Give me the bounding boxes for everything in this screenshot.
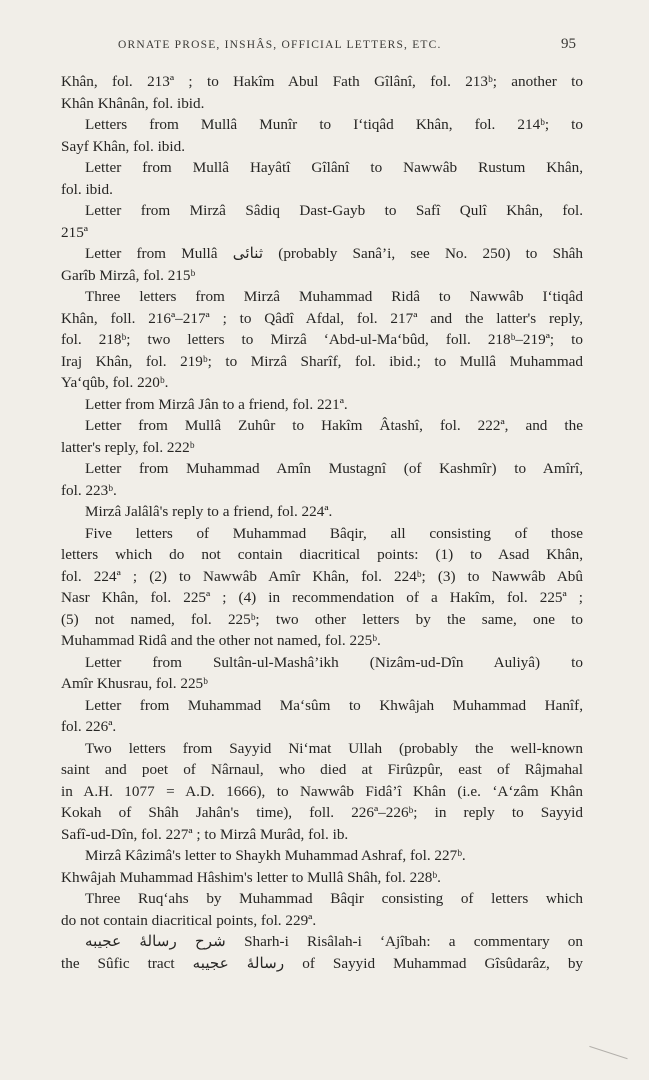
- text-line: Three letters from Mirzâ Muhammad Ridâ to Nawwâb I‘tiqâd: [85, 288, 583, 305]
- text-line: Ya‘qûb, fol. 220ᵇ.: [61, 374, 169, 391]
- text-line: Letter from Mullâ Zuhûr to Hakîm Âtashî, fol. 222ª, and the: [85, 417, 583, 434]
- text-line: Khân, fol. 213ª ; to Hakîm Abul Fath Gîlânî, fol. 213ᵇ; another to: [61, 73, 583, 90]
- text-line: Nasr Khân, fol. 225ª ; (4) in recommendation of a Hakîm, fol. 225ª ;: [61, 589, 583, 606]
- text-line: Letter from Mirzâ Jân to a friend, fol. 221ª.: [85, 395, 348, 413]
- text-line: fol. 223ᵇ.: [61, 481, 117, 499]
- text-line: Iraj Khân, fol. 219ᵇ; to Mirzâ Sharîf, fol. ibid.; to Mullâ Muhammad: [61, 352, 583, 370]
- page-number: 95: [561, 36, 576, 52]
- text-line: Garîb Mirzâ, fol. 215ᵇ: [61, 266, 196, 284]
- text-line: Mirzâ Jalâlâ's reply to a friend, fol. 224ª.: [85, 503, 333, 520]
- text-line: Five letters of Muhammad Bâqir, all consisting of those: [85, 524, 583, 542]
- text-line: Two letters from Sayyid Ni‘mat Ullah (probably the well-known: [85, 739, 583, 757]
- text-line: Khwâjah Muhammad Hâshim's letter to Mullâ Shâh, fol. 228ᵇ.: [61, 868, 441, 886]
- text-line: the Sûfic tract رسالهٔ عجیبه of Sayyid Muhammad Gîsûdarâz, by: [61, 954, 583, 972]
- text-line: Letter from Muhammad Ma‘sûm to Khwâjah Muhammad Hanîf,: [85, 696, 583, 714]
- text-line: fol. 224ª ; (2) to Nawwâb Amîr Khân, fol. 224ᵇ; (3) to Nawwâb Abû: [61, 567, 583, 585]
- page-body: [61, 71, 583, 974]
- text-line: Muhammad Ridâ and the other not named, fol. 225ᵇ.: [61, 632, 381, 649]
- text-line: Khân, foll. 216ª–217ª ; to Qâdî Afdal, fol. 217ª and the latter's reply,: [61, 309, 583, 327]
- text-line: fol. 218ᵇ; two letters to Mirzâ ‘Abd-ul-Ma‘bûd, foll. 218ᵇ–219ª; to: [61, 331, 583, 348]
- running-title: ORNATE PROSE, INSHÂS, OFFICIAL LETTERS, ETC.: [118, 39, 442, 51]
- text-line: Kokah of Shâh Jahân's time), foll. 226ª–226ᵇ; in reply to Sayyid: [61, 804, 583, 821]
- text-line: Letter from Mullâ Hayâtî Gîlânî to Nawwâb Rustum Khân,: [85, 159, 583, 176]
- text-line: Three Ruq‘ahs by Muhammad Bâqir consisting of letters which: [85, 890, 583, 907]
- text-line: Letter from Mullâ ثنائی (probably Sanâ’i, see No. 250) to Shâh: [85, 245, 583, 262]
- text-line: Sayf Khân, fol. ibid.: [61, 137, 186, 155]
- text-line: latter's reply, fol. 222ᵇ: [61, 438, 195, 456]
- text-line: Letters from Mullâ Munîr to I‘tiqâd Khân, fol. 214ᵇ; to: [85, 116, 583, 133]
- text-line: Letter from Muhammad Amîn Mustagnî (of Kashmîr) to Amîrî,: [85, 460, 583, 477]
- text-line: do not contain diacritical points, fol. 229ª.: [61, 911, 317, 929]
- text-line: 215ª: [61, 223, 88, 241]
- text-line: letters which do not contain diacritical points: (1) to Asad Khân,: [61, 546, 583, 563]
- text-line: Letter from Mirzâ Sâdiq Dast-Gayb to Safî Qulî Khân, fol.: [85, 202, 583, 219]
- text-line: Letter from Sultân-ul-Mashâ’ikh (Nizâm-ud-Dîn Auliyâ) to: [85, 653, 583, 671]
- text-line: Safî-ud-Dîn, fol. 227ª ; to Mirzâ Murâd, fol. ib.: [61, 825, 349, 843]
- text-line: Mirzâ Kâzimâ's letter to Shaykh Muhammad Ashraf, fol. 227ᵇ.: [85, 847, 466, 864]
- text-line: شرح رسالهٔ عجیبه Sharh-i Risâlah-i ‘Ajîbah: a commentary on: [85, 933, 583, 950]
- text-line: (5) not named, fol. 225ᵇ; two other letters by the same, one to: [61, 610, 583, 628]
- text-line: Amîr Khusrau, fol. 225ᵇ: [61, 675, 208, 692]
- text-line: saint and poet of Nârnaul, who died at Firûzpûr, east of Râjmahal: [61, 761, 583, 778]
- text-line: Khân Khânân, fol. ibid.: [61, 94, 205, 112]
- scan-mark: [588, 1046, 627, 1062]
- text-line: fol. ibid.: [61, 180, 113, 198]
- text-line: in A.H. 1077 = A.D. 1666), to Nawwâb Fidâ’î Khân (i.e. ‘A‘zâm Khân: [61, 782, 583, 800]
- text-line: fol. 226ª.: [61, 718, 117, 735]
